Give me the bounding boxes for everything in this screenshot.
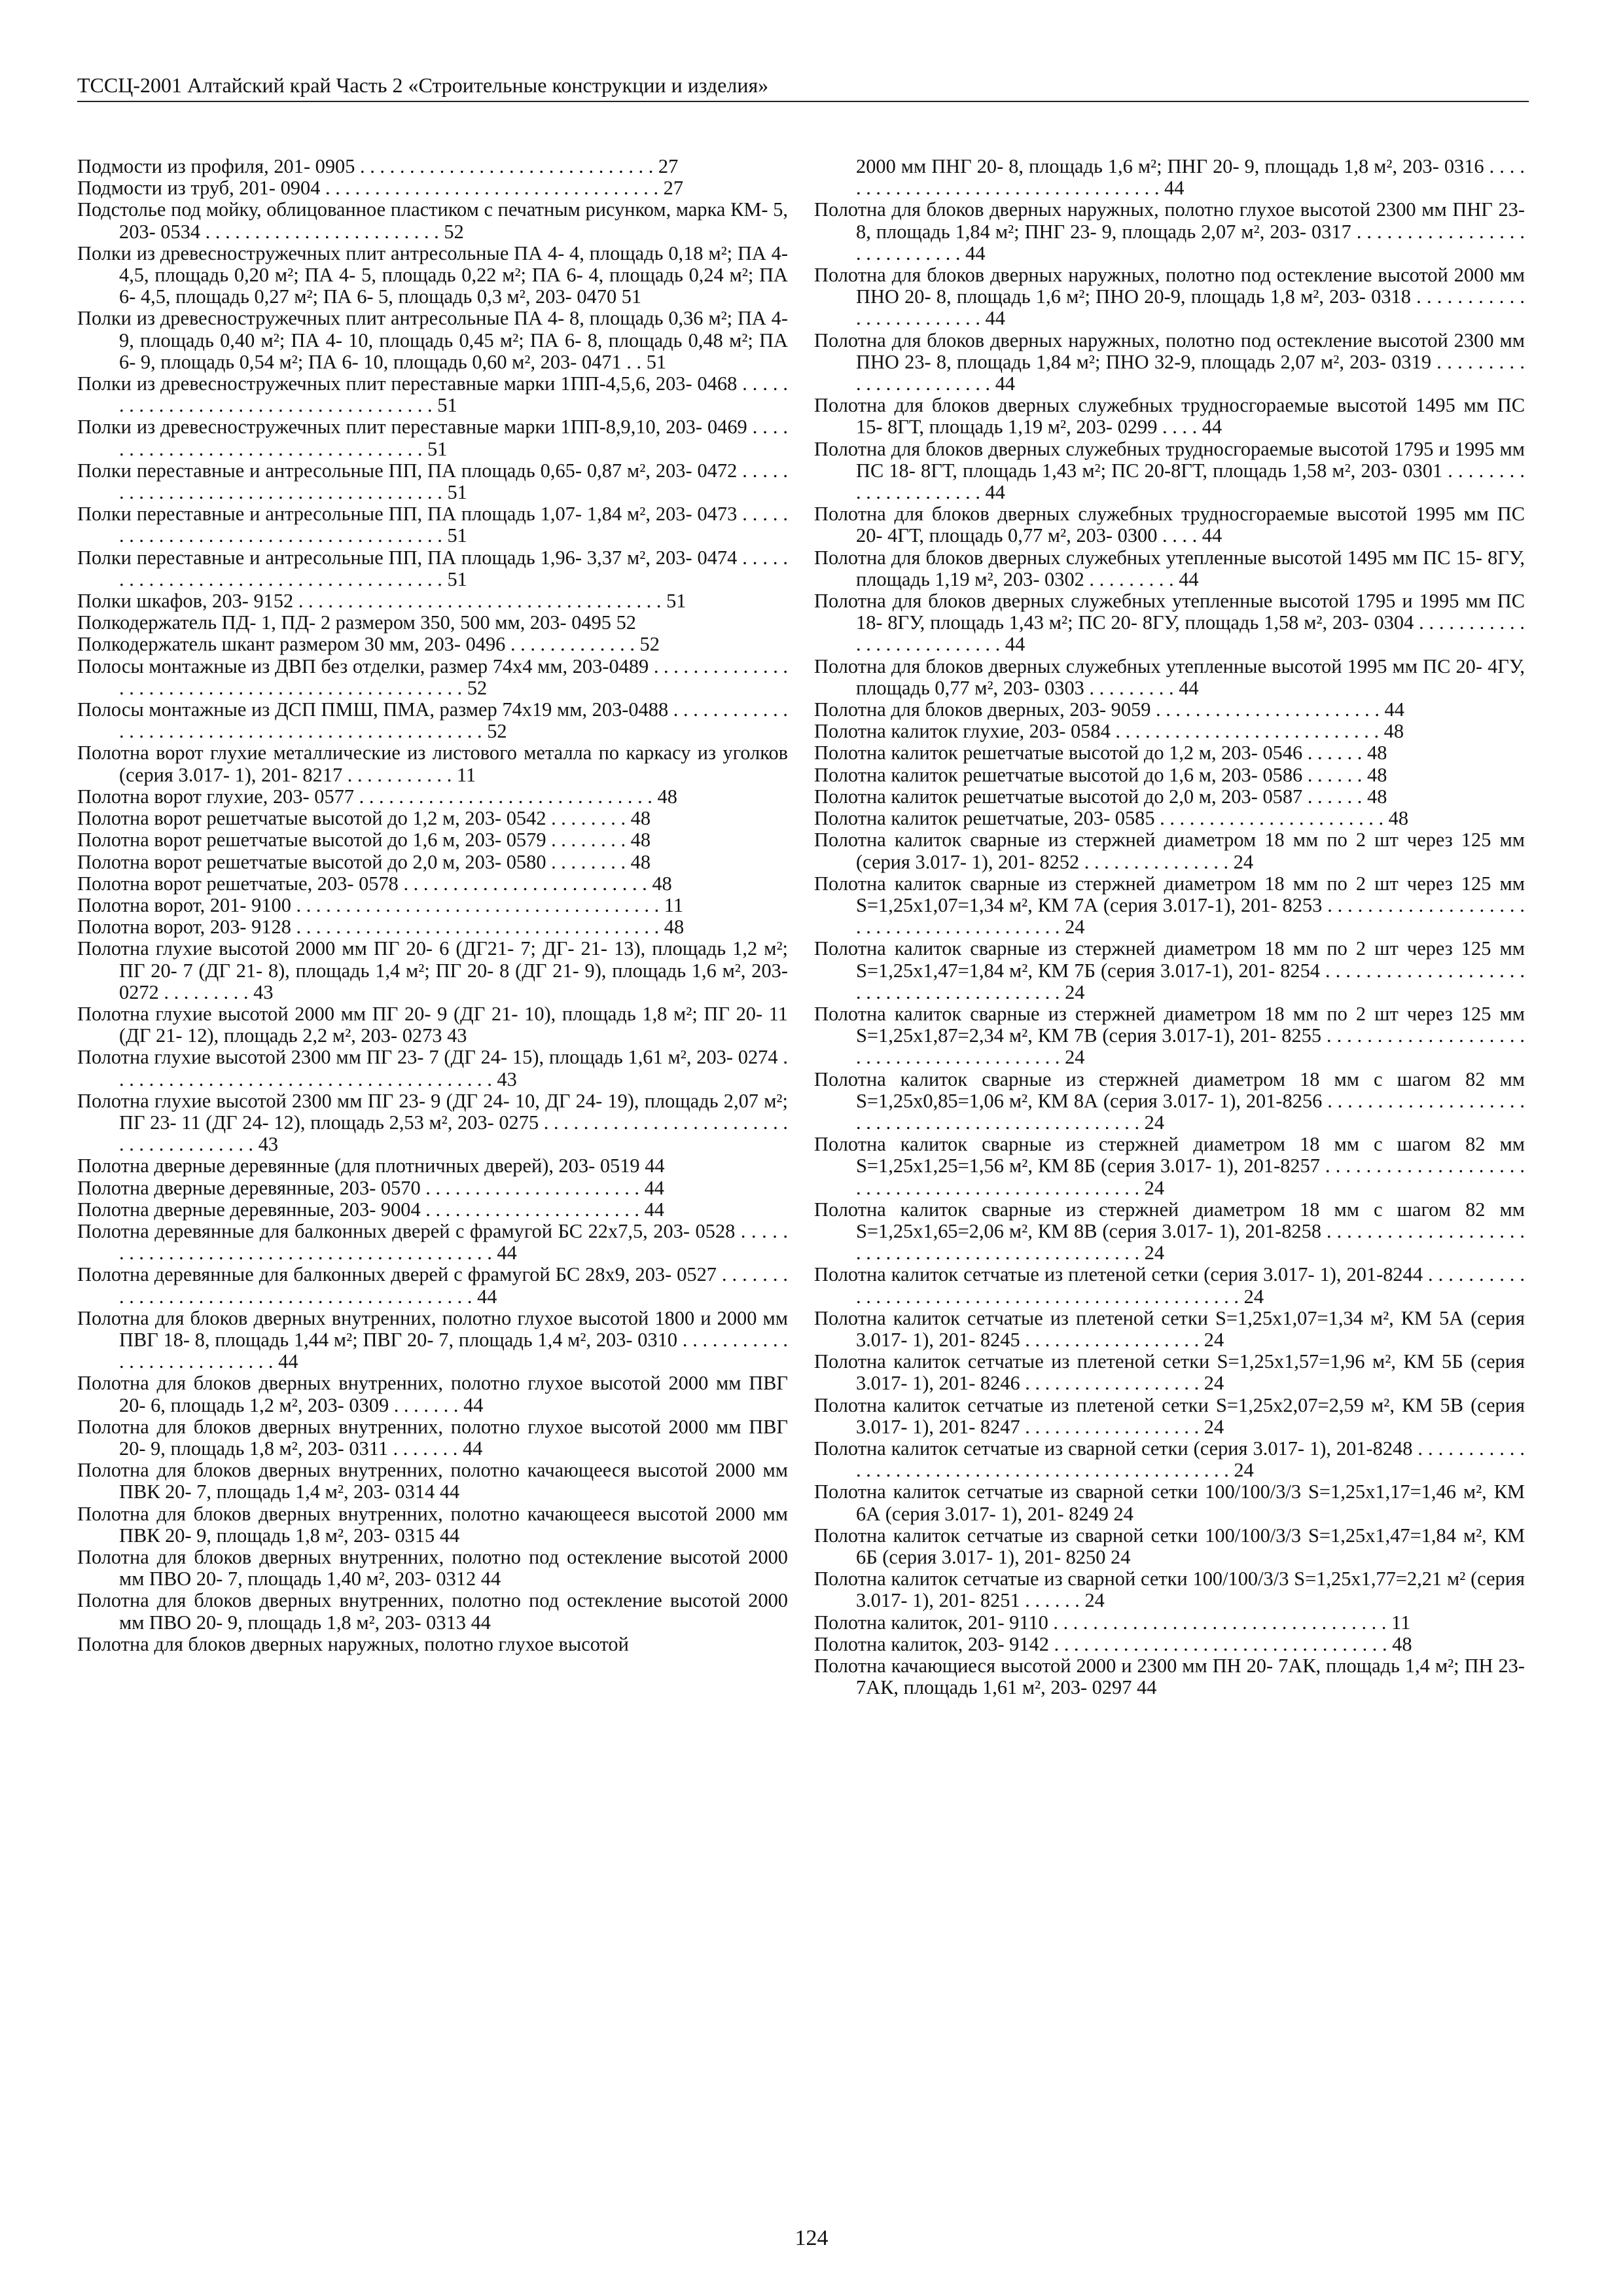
index-entry: Полотна калиток сварные из стержней диаметром 18 мм с шагом 82 мм S=1,25х1,25=1,56 м², КМ 8Б (серия 3.017- 1), 201-8257 . . . . . . . . . . . . . . . . . . . . . . . . . . . . . . . . . . . . . . . . . . . . . . . . . 24 [814,1133,1525,1199]
index-entry: Полотна для блоков дверных служебных утепленные высотой 1495 мм ПС 15- 8ГУ, площадь 1,19 м², 203- 0302 . . . . . . . . . 44 [814,546,1525,590]
index-entry: Полотна для блоков дверных внутренних, полотно под остекление высотой 2000 мм ПВО 20- 9, площадь 1,8 м², 203- 0313 44 [77,1589,788,1634]
index-entry: Полосы монтажные из ДВП без отделки, размер 74х4 мм, 203-0489 . . . . . . . . . . . . . . . . . . . . . . . . . . . . . . . . . . . . . . . . . . . . . . . . . 52 [77,655,788,699]
index-entry: Полки из древесностружечных плит антресольные ПА 4- 8, площадь 0,36 м²; ПА 4- 9, площадь 0,40 м²; ПА 4- 10, площадь 0,45 м²; ПА 6- 8, площадь 0,48 м²; ПА 6- 9, площадь 0,54 м²; ПА 6- 10, площадь 0,60 м², 203- 0471 . . 51 [77,307,788,373]
index-entry: Полотна калиток сварные из стержней диаметром 18 мм по 2 шт через 125 мм S=1,25х1,07=1,34 м², КМ 7А (серия 3.017-1), 201- 8253 . . . . . . . . . . . . . . . . . . . . . . . . . . . . . . . . . . . . . . . . . 24 [814,872,1525,939]
index-entry: Полотна для блоков дверных наружных, полотно под остекление высотой 2000 мм ПНО 20- 8, площадь 1,6 м²; ПНО 20-9, площадь 1,8 м², 203- 0318 . . . . . . . . . . . . . . . . . . . . . . . . 44 [814,264,1525,330]
index-entry: Полотна для блоков дверных наружных, полотно под остекление высотой 2300 мм ПНО 23- 8, площадь 1,84 м²; ПНО 32-9, площадь 2,07 м², 203- 0319 . . . . . . . . . . . . . . . . . . . . . . . 44 [814,329,1525,395]
index-entry: Полотна для блоков дверных внутренних, полотно глухое высотой 2000 мм ПВГ 20- 9, площадь 1,8 м², 203- 0311 . . . . . . . 44 [77,1415,788,1460]
index-entry: Полотна ворот, 201- 9100 . . . . . . . . . . . . . . . . . . . . . . . . . . . . . . . . . . . . . 11 [77,893,684,916]
index-entry: Полотна деревянные для балконных дверей с фрамугой БС 22х7,5, 203- 0528 . . . . . . . . . . . . . . . . . . . . . . . . . . . . . . . . . . . . . . . . . . . 44 [77,1219,788,1265]
index-entry: Полотна ворот решетчатые высотой до 1,6 м, 203- 0579 . . . . . . . . 48 [77,829,651,852]
index-entry: Полотна дверные деревянные, 203- 0570 . . . . . . . . . . . . . . . . . . . . . . 44 [77,1176,664,1199]
document-title: ТССЦ-2001 Алтайский край Часть 2 «Строительные конструкции и изделия» [77,73,769,97]
index-entry: Полотна дверные деревянные, 203- 9004 . . . . . . . . . . . . . . . . . . . . . . 44 [77,1198,664,1221]
index-entry: Подмости из труб, 201- 0904 . . . . . . . . . . . . . . . . . . . . . . . . . . . . . . . . . . 27 [77,177,684,200]
index-entry: Полотна глухие высотой 2300 мм ПГ 23- 9 (ДГ 24- 10, ДГ 24- 19), площадь 2,07 м²; ПГ 23- 11 (ДГ 24- 12), площадь 2,53 м², 203- 0275 . . . . . . . . . . . . . . . . . . . . . . . . . . . . . . . . . . . . . . . 43 [77,1089,788,1156]
index-entry: Полотна для блоков дверных наружных, полотно глухое высотой 2300 мм ПНГ 23- 8, площадь 1,84 м²; ПНГ 23- 9, площадь 2,07 м², 203- 0317 . . . . . . . . . . . . . . . . . . . . . . . . . . . . 44 [814,198,1525,264]
index-entry: Полотна ворот решетчатые, 203- 0578 . . . . . . . . . . . . . . . . . . . . . . . . . 48 [77,872,672,895]
index-entry: Полотна для блоков дверных наружных, полотно глухое высотой [77,1632,629,1655]
index-entry: Полотна калиток сварные из стержней диаметром 18 мм с шагом 82 мм S=1,25х1,65=2,06 м², КМ 8В (серия 3.017- 1), 201-8258 . . . . . . . . . . . . . . . . . . . . . . . . . . . . . . . . . . . . . . . . . . . . . . . . . 24 [814,1198,1525,1265]
index-entry: Полосы монтажные из ДСП ПМШ, ПМА, размер 74х19 мм, 203-0488 . . . . . . . . . . . . . . . . . . . . . . . . . . . . . . . . . . . . . . . . . . . . . . . . . 52 [77,698,788,743]
index-entry: Полотна калиток сетчатые из сварной сетки 100/100/3/3 S=1,25х1,47=1,84 м², КМ 6Б (серия 3.017- 1), 201- 8250 24 [814,1524,1525,1568]
index-entry: Полотна для блоков дверных внутренних, полотно качающееся высотой 2000 мм ПВК 20- 7, площадь 1,4 м², 203- 0314 44 [77,1459,788,1503]
index-column-left [77,156,788,1655]
index-entry: Полотна для блоков дверных внутренних, полотно под остекление высотой 2000 мм ПВО 20- 7, площадь 1,40 м², 203- 0312 44 [77,1546,788,1590]
index-entry: Полкодержатель шкант размером 30 мм, 203- 0496 . . . . . . . . . . . . . 52 [77,633,660,656]
index-entry: Полотна глухие высотой 2000 мм ПГ 20- 6 (ДГ21- 7; ДГ- 21- 13), площадь 1,2 м²; ПГ 20- 7 (ДГ 21- 8), площадь 1,4 м²; ПГ 20- 8 (ДГ 21- 9), площадь 1,6 м², 203- 0272 . . . . . . . . . 43 [77,937,788,1003]
index-entry: Полотна калиток сварные из стержней диаметром 18 мм с шагом 82 мм S=1,25х0,85=1,06 м², КМ 8А (серия 3.017- 1), 201-8256 . . . . . . . . . . . . . . . . . . . . . . . . . . . . . . . . . . . . . . . . . . . . . . . . . 24 [814,1067,1525,1134]
index-entry: Полотна калиток сварные из стержней диаметром 18 мм по 2 шт через 125 мм S=1,25х1,47=1,84 м², КМ 7Б (серия 3.017-1), 201- 8254 . . . . . . . . . . . . . . . . . . . . . . . . . . . . . . . . . . . . . . . . . 24 [814,937,1525,1003]
index-entry: Полотна для блоков дверных внутренних, полотно глухое высотой 2000 мм ПВГ 20- 6, площадь 1,2 м², 203- 0309 . . . . . . . 44 [77,1372,788,1416]
index-entry: Полотна ворот глухие металлические из листового металла по каркасу из уголков (серия 3.017- 1), 201- 8217 . . . . . . . . . . . 11 [77,742,788,786]
index-entry: Подмости из профиля, 201- 0905 . . . . . . . . . . . . . . . . . . . . . . . . . . . . . . 27 [77,155,679,177]
index-entry: Полотна калиток сетчатые из плетеной сетки (серия 3.017- 1), 201-8244 . . . . . . . . . . . . . . . . . . . . . . . . . . . . . . . . . . . . . . . . . . . . . . . . . 24 [814,1263,1525,1308]
index-entry: Полки шкафов, 203- 9152 . . . . . . . . . . . . . . . . . . . . . . . . . . . . . . . . . . . . . 51 [77,590,687,613]
index-entry: Полотна для блоков дверных служебных утепленные высотой 1795 и 1995 мм ПС 18- 8ГУ, площадь 1,43 м²; ПС 20- 8ГУ, площадь 1,58 м², 203- 0304 . . . . . . . . . . . . . . . . . . . . . . . . . . 44 [814,590,1525,656]
index-entry: Полотна глухие высотой 2300 мм ПГ 23- 7 (ДГ 24- 15), площадь 1,61 м², 203- 0274 . . . . . . . . . . . . . . . . . . . . . . . . . . . . . . . . . . . . . . . 43 [77,1046,788,1090]
index-entry: Полотна ворот решетчатые высотой до 1,2 м, 203- 0542 . . . . . . . . 48 [77,807,651,830]
index-entry: Полотна калиток решетчатые высотой до 1,2 м, 203- 0546 . . . . . . 48 [814,742,1387,764]
index-entry: Полотна калиток, 203- 9142 . . . . . . . . . . . . . . . . . . . . . . . . . . . . . . . . . . 48 [814,1632,1412,1655]
page-number: 124 [794,2226,829,2250]
index-entry: Полотна калиток сетчатые из сварной сетки 100/100/3/3 S=1,25х1,17=1,46 м², КМ 6А (серия 3.017- 1), 201- 8249 24 [814,1480,1525,1525]
index-entry: Полки из древесностружечных плит переставные марки 1ПП-4,5,6, 203- 0468 . . . . . . . . . . . . . . . . . . . . . . . . . . . . . . . . . . . . . 51 [77,372,788,417]
index-entry: Полотна калиток сетчатые из сварной сетки (серия 3.017- 1), 201-8248 . . . . . . . . . . . . . . . . . . . . . . . . . . . . . . . . . . . . . . . . . . . . . . . . . 24 [814,1437,1525,1482]
index-entry: Полки переставные и антресольные ПП, ПА площадь 1,07- 1,84 м², 203- 0473 . . . . . . . . . . . . . . . . . . . . . . . . . . . . . . . . . . . . . . 51 [77,503,788,547]
index-entry: Полотна для блоков дверных служебных трудносгораемые высотой 1995 мм ПС 20- 4ГТ, площадь 0,77 м², 203- 0300 . . . . 44 [814,503,1525,547]
index-entry: Полотна для блоков дверных служебных трудносгораемые высотой 1795 и 1995 мм ПС 18- 8ГТ, площадь 1,43 м²; ПС 20-8ГТ, площадь 1,58 м², 203- 0301 . . . . . . . . . . . . . . . . . . . . . 44 [814,437,1525,504]
index-entry: Полотна калиток, 201- 9110 . . . . . . . . . . . . . . . . . . . . . . . . . . . . . . . . . . 11 [814,1611,1411,1634]
index-entry: Полотна калиток решетчатые высотой до 1,6 м, 203- 0586 . . . . . . 48 [814,763,1387,786]
index-entry: Полотна качающиеся высотой 2000 и 2300 мм ПН 20- 7АК, площадь 1,4 м²; ПН 23- 7АК, площадь 1,61 м², 203- 0297 44 [814,1655,1525,1699]
index-entry: Полотна калиток глухие, 203- 0584 . . . . . . . . . . . . . . . . . . . . . . . . . . . 48 [814,720,1404,743]
index-entry: Полки из древесностружечных плит переставные марки 1ПП-8,9,10, 203- 0469 . . . . . . . . . . . . . . . . . . . . . . . . . . . . . . . . . . . 51 [77,416,788,460]
index-entry: Полотна ворот, 203- 9128 . . . . . . . . . . . . . . . . . . . . . . . . . . . . . . . . . . . . . 48 [77,916,685,939]
index-entry: Полотна калиток сварные из стержней диаметром 18 мм по 2 шт через 125 мм S=1,25х1,87=2,34 м², КМ 7В (серия 3.017-1), 201- 8255 . . . . . . . . . . . . . . . . . . . . . . . . . . . . . . . . . . . . . . . . . 24 [814,1002,1525,1069]
index-entry: Полотна для блоков дверных служебных утепленные высотой 1995 мм ПС 20- 4ГУ, площадь 0,77 м², 203- 0303 . . . . . . . . . 44 [814,655,1525,699]
index-column-right [814,156,1525,1698]
index-entry: Полотна ворот глухие, 203- 0577 . . . . . . . . . . . . . . . . . . . . . . . . . . . . . . 48 [77,785,677,808]
index-entry: Полотна калиток сетчатые из плетеной сетки S=1,25х2,07=2,59 м², КМ 5В (серия 3.017- 1), 201- 8247 . . . . . . . . . . . . . . . . . . 24 [814,1393,1525,1438]
index-entry: Полотна ворот решетчатые высотой до 2,0 м, 203- 0580 . . . . . . . . 48 [77,850,651,873]
index-entry: Полотна для блоков дверных внутренних, полотно глухое высотой 1800 и 2000 мм ПВГ 18- 8, площадь 1,44 м²; ПВГ 20- 7, площадь 1,4 м², 203- 0310 . . . . . . . . . . . . . . . . . . . . . . . . . . . 44 [77,1306,788,1373]
index-entry: Подстолье под мойку, облицованное пластиком с печатным рисунком, марка КМ- 5, 203- 0534 . . . . . . . . . . . . . . . . . . . . . . . . 52 [77,198,788,243]
index-entry: Полки из древесностружечных плит антресольные ПА 4- 4, площадь 0,18 м²; ПА 4- 4,5, площадь 0,20 м²; ПА 4- 5, площадь 0,22 м²; ПА 6- 4, площадь 0,24 м²; ПА 6- 4,5, площадь 0,27 м²; ПА 6- 5, площадь 0,3 м², 203- 0470 51 [77,242,788,308]
index-entry: Полотна калиток сетчатые из плетеной сетки S=1,25х1,57=1,96 м², КМ 5Б (серия 3.017- 1), 201- 8246 . . . . . . . . . . . . . . . . . . 24 [814,1350,1525,1395]
index-entry: Полотна для блоков дверных, 203- 9059 . . . . . . . . . . . . . . . . . . . . . . . 44 [814,698,1404,721]
index-entry: Полотна глухие высотой 2000 мм ПГ 20- 9 (ДГ 21- 10), площадь 1,8 м²; ПГ 20- 11 (ДГ 21- 12), площадь 2,2 м², 203- 0273 43 [77,1002,788,1047]
index-entry: Полотна для блоков дверных служебных трудносгораемые высотой 1495 мм ПС 15- 8ГТ, площадь 1,19 м², 203- 0299 . . . . 44 [814,394,1525,439]
index-entry: Полотна калиток решетчатые, 203- 0585 . . . . . . . . . . . . . . . . . . . . . . . 48 [814,807,1409,830]
index-entry: 2000 мм ПНГ 20- 8, площадь 1,6 м²; ПНГ 20- 9, площадь 1,8 м², 203- 0316 . . . . . . . . . . . . . . . . . . . . . . . . . . . . . . . . . . . 44 [856,155,1525,200]
index-entry: Полотна дверные деревянные (для плотничных дверей), 203- 0519 44 [77,1155,665,1177]
index-entry: Полотна калиток сетчатые из сварной сетки 100/100/3/3 S=1,25х1,77=2,21 м² (серия 3.017- 1), 201- 8251 . . . . . . 24 [814,1568,1525,1612]
page-header [77,72,1529,102]
index-entry: Полки переставные и антресольные ПП, ПА площадь 1,96- 3,37 м², 203- 0474 . . . . . . . . . . . . . . . . . . . . . . . . . . . . . . . . . . . . . . 51 [77,546,788,590]
index-entry: Полотна для блоков дверных внутренних, полотно качающееся высотой 2000 мм ПВК 20- 9, площадь 1,8 м², 203- 0315 44 [77,1502,788,1547]
index-entry: Полки переставные и антресольные ПП, ПА площадь 0,65- 0,87 м², 203- 0472 . . . . . . . . . . . . . . . . . . . . . . . . . . . . . . . . . . . . . . 51 [77,459,788,504]
index-entry: Полотна калиток решетчатые высотой до 2,0 м, 203- 0587 . . . . . . 48 [814,785,1387,808]
index-entry: Полотна калиток сварные из стержней диаметром 18 мм по 2 шт через 125 мм (серия 3.017- 1), 201- 8252 . . . . . . . . . . . . . . . 24 [814,829,1525,873]
index-entry: Полкодержатель ПД- 1, ПД- 2 размером 350, 500 мм, 203- 0495 52 [77,611,636,634]
index-entry: Полотна калиток сетчатые из плетеной сетки S=1,25х1,07=1,34 м², КМ 5А (серия 3.017- 1), 201- 8245 . . . . . . . . . . . . . . . . . . 24 [814,1306,1525,1351]
index-entry: Полотна деревянные для балконных дверей с фрамугой БС 28х9, 203- 0527 . . . . . . . . . . . . . . . . . . . . . . . . . . . . . . . . . . . . . . . . . . . 44 [77,1263,788,1308]
